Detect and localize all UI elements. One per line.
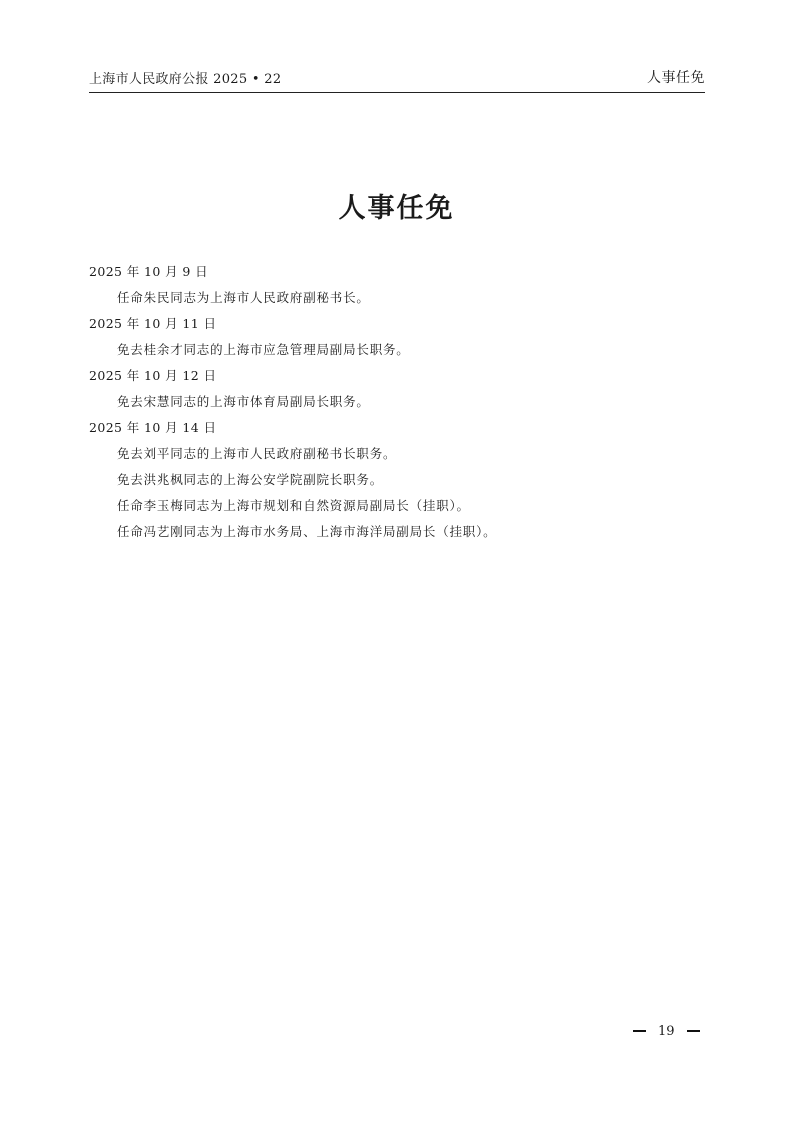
entry-date: 2025 年 10 月 14 日 [89,420,217,435]
section-title: 人事任免 [647,70,705,86]
entry-item: 免去洪兆枫同志的上海公安学院副院长职务。 [117,472,384,487]
footer-dash-right [687,1030,700,1032]
entry-item: 免去宋慧同志的上海市体育局副局长职务。 [117,394,370,409]
entry-item: 任命冯艺刚同志为上海市水务局、上海市海洋局副局长（挂职）。 [117,524,497,539]
page-number: 19 [658,1023,675,1039]
entry-item: 免去桂余才同志的上海市应急管理局副局长职务。 [117,342,410,357]
entry-item: 免去刘平同志的上海市人民政府副秘书长职务。 [117,446,397,461]
footer-dash-left [633,1030,646,1032]
entry-item: 任命朱民同志为上海市人民政府副秘书长。 [117,290,370,305]
entry-date: 2025 年 10 月 11 日 [89,316,217,331]
page-footer [633,1021,700,1041]
entry-item: 任命李玉梅同志为上海市规划和自然资源局副局长（挂职）。 [117,498,470,513]
entry-date: 2025 年 10 月 12 日 [89,368,217,383]
appointments-list [89,262,705,548]
running-header [89,66,705,93]
entry-date: 2025 年 10 月 9 日 [89,264,209,279]
page-title: 人事任免 [338,193,455,224]
publication-title: 上海市人民政府公报 2025 • 22 [89,72,282,87]
